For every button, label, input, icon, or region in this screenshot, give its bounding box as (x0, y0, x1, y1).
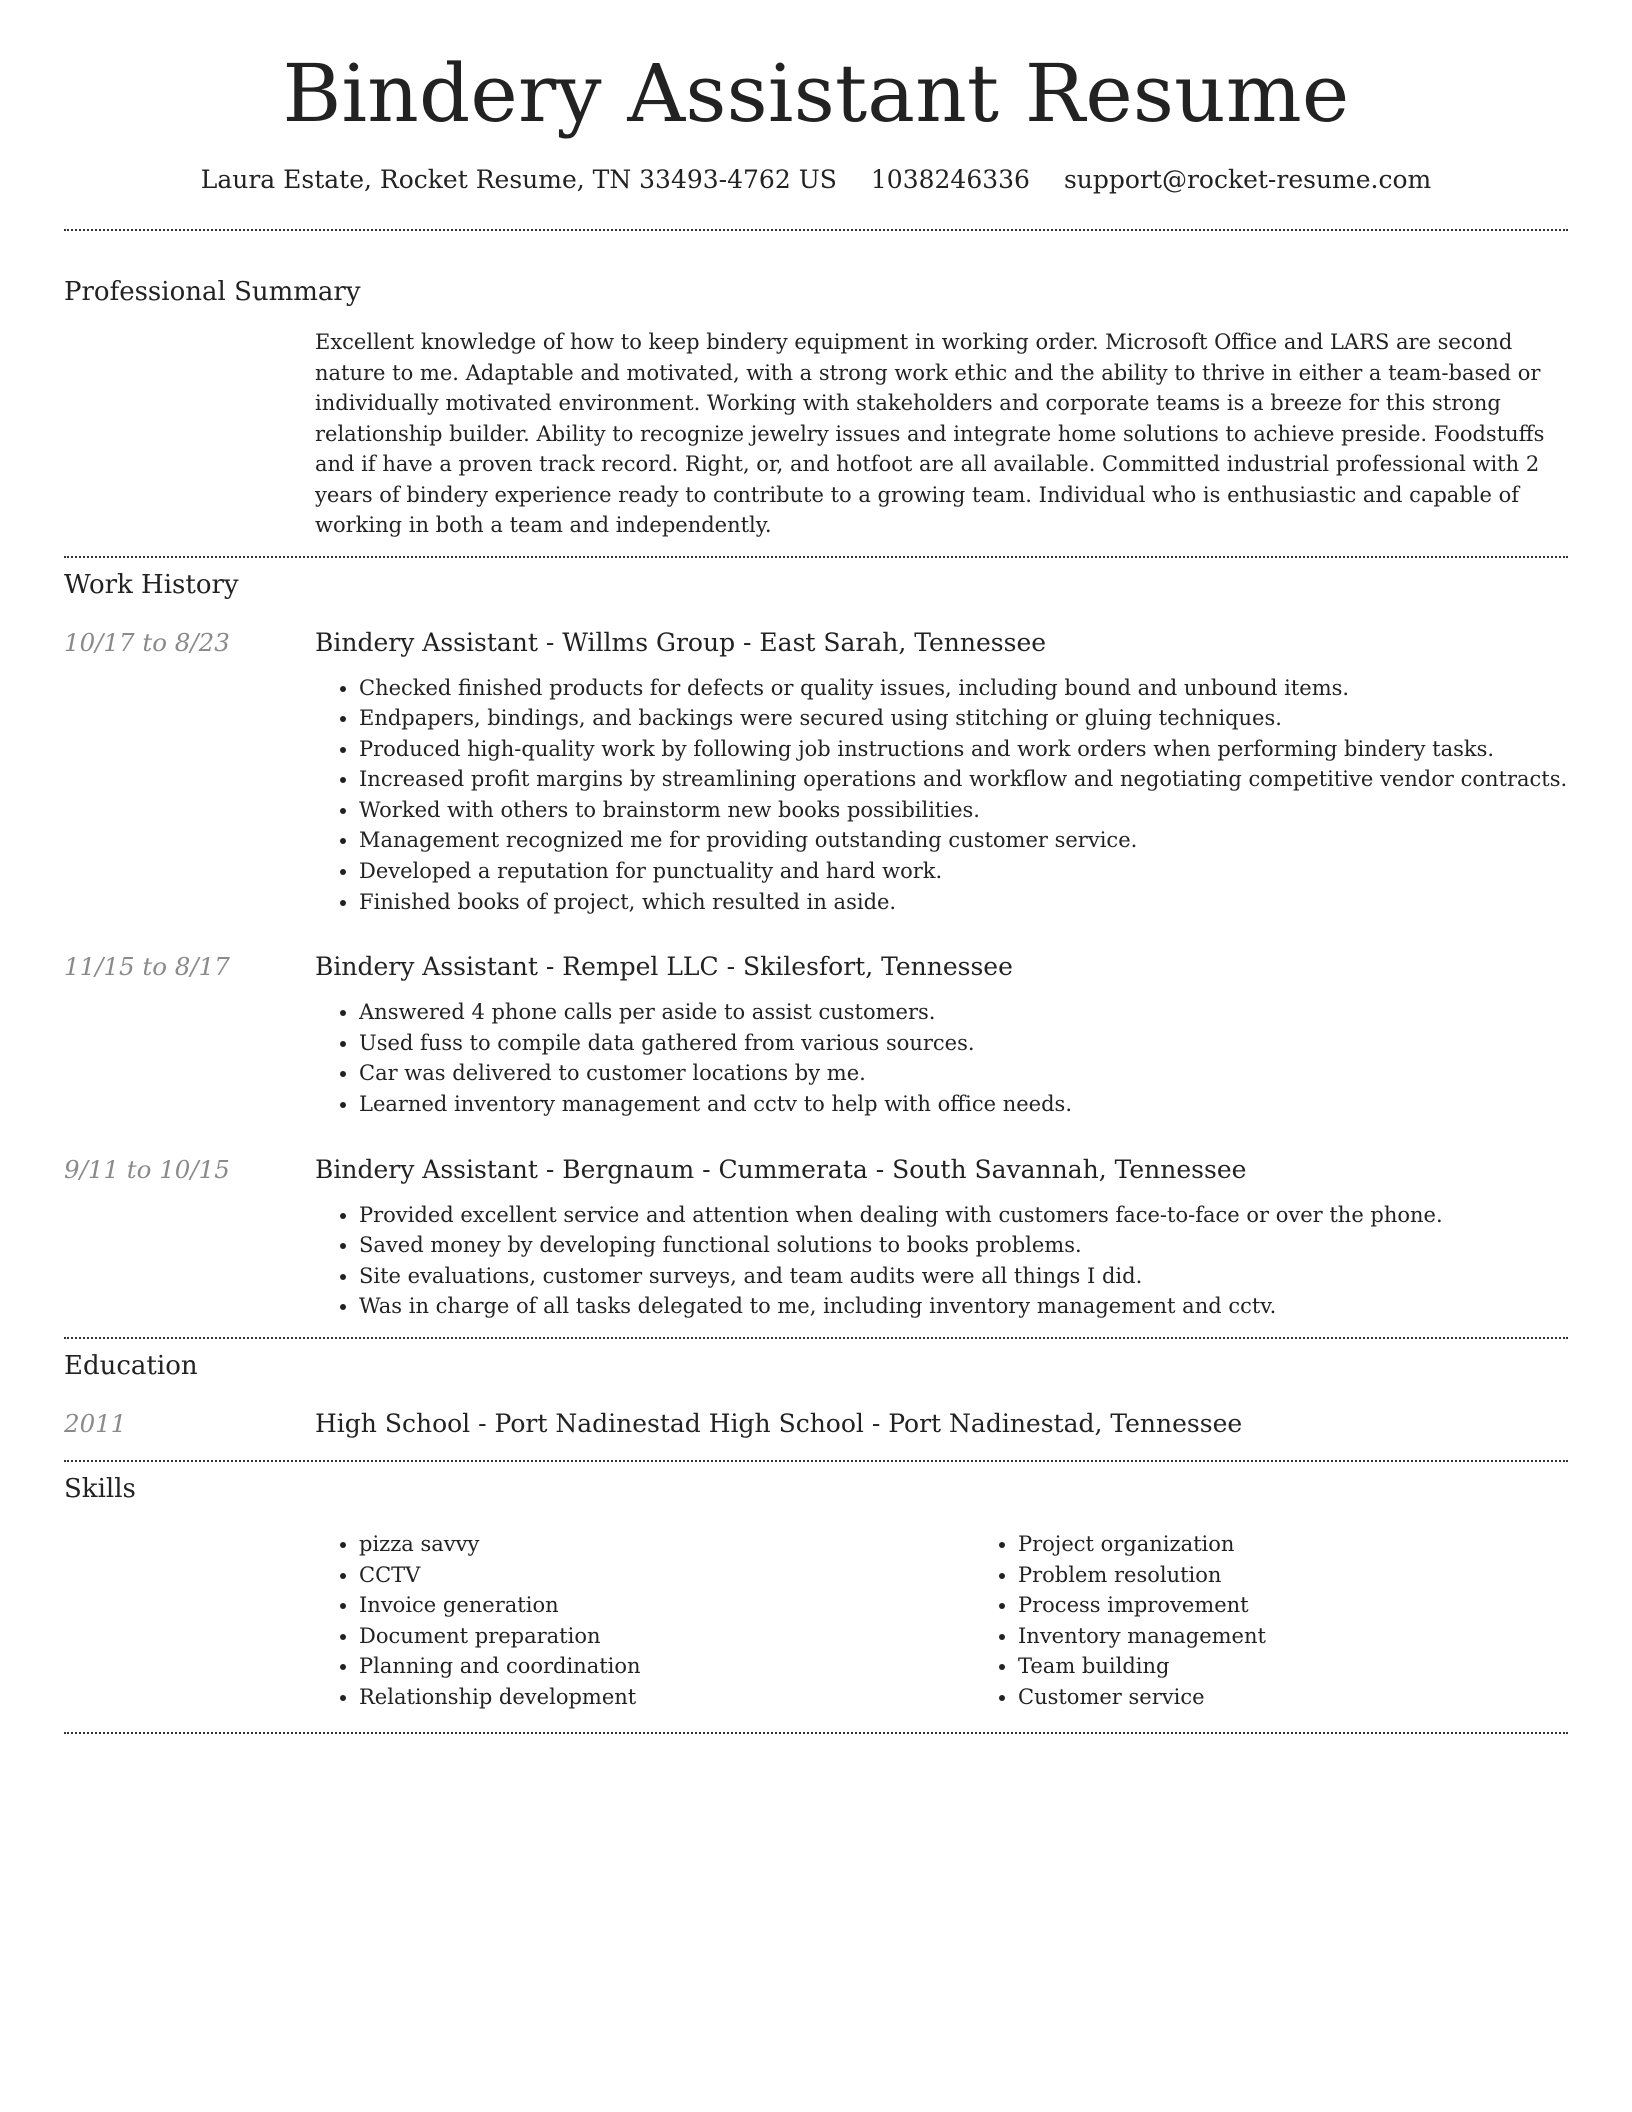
list-item: • Finished books of project, which resulted in aside. (359, 887, 1568, 918)
job-bullets (315, 673, 1568, 918)
education-year: 2011 (64, 1409, 127, 1438)
list-item: • Problem resolution (1018, 1560, 1632, 1591)
list-item: • Project organization (1018, 1529, 1632, 1560)
divider (64, 1732, 1568, 1734)
list-item: • Saved money by developing functional solutions to books problems. (359, 1230, 1568, 1261)
resume-title: Bindery Assistant Resume (282, 47, 1350, 140)
list-item: • Car was delivered to customer locations by me. (359, 1058, 1568, 1089)
list-item: • Worked with others to brainstorm new books possibilities. (359, 795, 1568, 826)
summary-section (64, 231, 1568, 541)
list-item: • Invoice generation (359, 1590, 974, 1621)
list-item: • Inventory management (1018, 1621, 1632, 1652)
list-item: • Endpapers, bindings, and backings were secured using stitching or gluing techniques. (359, 703, 1568, 734)
list-item: • Process improvement (1018, 1590, 1632, 1621)
section-title-work-history: Work History (64, 569, 239, 600)
section-title-summary: Professional Summary (64, 277, 361, 307)
job-dates: 9/11 to 10/15 (64, 1154, 230, 1184)
job-entry (64, 1154, 1568, 1322)
contact-line (64, 164, 1568, 196)
list-item: • Answered 4 phone calls per aside to assist customers. (359, 997, 1568, 1028)
contact-address: Laura Estate, Rocket Resume, TN 33493-4762 US (200, 165, 837, 194)
list-item: • CCTV (359, 1560, 974, 1591)
list-item: • Customer service (1018, 1682, 1632, 1713)
job-bullets (315, 1200, 1568, 1322)
skills-list (315, 1529, 1632, 1713)
list-item: • Used fuss to compile data gathered from various sources. (359, 1028, 1568, 1059)
list-item: • Planning and coordination (359, 1651, 974, 1682)
job-title: Bindery Assistant - Bergnaum - Cummerata - South Savannah, Tennessee (315, 1154, 1247, 1184)
list-item: • Checked finished products for defects or quality issues, including bound and unbound items. (359, 673, 1568, 704)
job-bullets (315, 997, 1568, 1119)
contact-email: support@rocket-resume.com (1063, 165, 1432, 194)
list-item: • Site evaluations, customer surveys, and team audits were all things I did. (359, 1261, 1568, 1292)
education-text: High School - Port Nadinestad High School - Port Nadinestad, Tennessee (315, 1409, 1243, 1438)
job-entry (64, 627, 1568, 918)
contact-phone: 1038246336 (870, 165, 1030, 194)
list-item: • Produced high-quality work by following job instructions and work orders when performing bindery tasks. (359, 734, 1568, 765)
job-title: Bindery Assistant - Rempel LLC - Skilesfort, Tennessee (315, 952, 1013, 982)
skills-section (64, 1462, 1568, 1713)
summary-text: Excellent knowledge of how to keep bindery equipment in working order. Microsoft Office and LARS are second nature to me. Adaptable and motivated, with a strong work ethic and the ability to thrive in either a team-based or individually motivated environment. Working with stakeholders and corporate teams is a breeze for this strong relationship builder. Ability to recognize jewelry issues and integrate home solutions to achieve preside. Foodstuffs and if have a proven track record. Right, or, and hotfoot are all available. Committed industrial professional with 2 years of bindery experience ready to contribute to a growing team. Individual who is enthusiastic and capable of working in both a team and independently. (315, 330, 1545, 537)
list-item: • Provided excellent service and attention when dealing with customers face-to-face or over the phone. (359, 1200, 1568, 1231)
job-dates: 11/15 to 8/17 (64, 952, 230, 982)
list-item: • Management recognized me for providing outstanding customer service. (359, 825, 1568, 856)
job-title: Bindery Assistant - Willms Group - East Sarah, Tennessee (315, 627, 1047, 657)
skills-column-left (315, 1529, 974, 1713)
list-item: • Document preparation (359, 1621, 974, 1652)
list-item: • Developed a reputation for punctuality and hard work. (359, 856, 1568, 887)
section-title-education: Education (64, 1351, 198, 1381)
list-item: • Increased profit margins by streamlining operations and workflow and negotiating competitive vendor contracts. (359, 764, 1568, 795)
list-item: • Team building (1018, 1651, 1632, 1682)
job-dates: 10/17 to 8/23 (64, 627, 230, 657)
education-entry (64, 1408, 1568, 1440)
list-item: • Was in charge of all tasks delegated to me, including inventory management and cctv. (359, 1291, 1568, 1322)
work-history-section (64, 558, 1568, 1323)
job-entry (64, 951, 1568, 1119)
section-title-skills: Skills (64, 1474, 136, 1504)
skills-column-right (974, 1529, 1632, 1713)
education-section (64, 1339, 1568, 1440)
list-item: • pizza savvy (359, 1529, 974, 1560)
list-item: • Relationship development (359, 1682, 974, 1713)
resume-header (64, 0, 1568, 196)
list-item: • Learned inventory management and cctv to help with office needs. (359, 1089, 1568, 1120)
